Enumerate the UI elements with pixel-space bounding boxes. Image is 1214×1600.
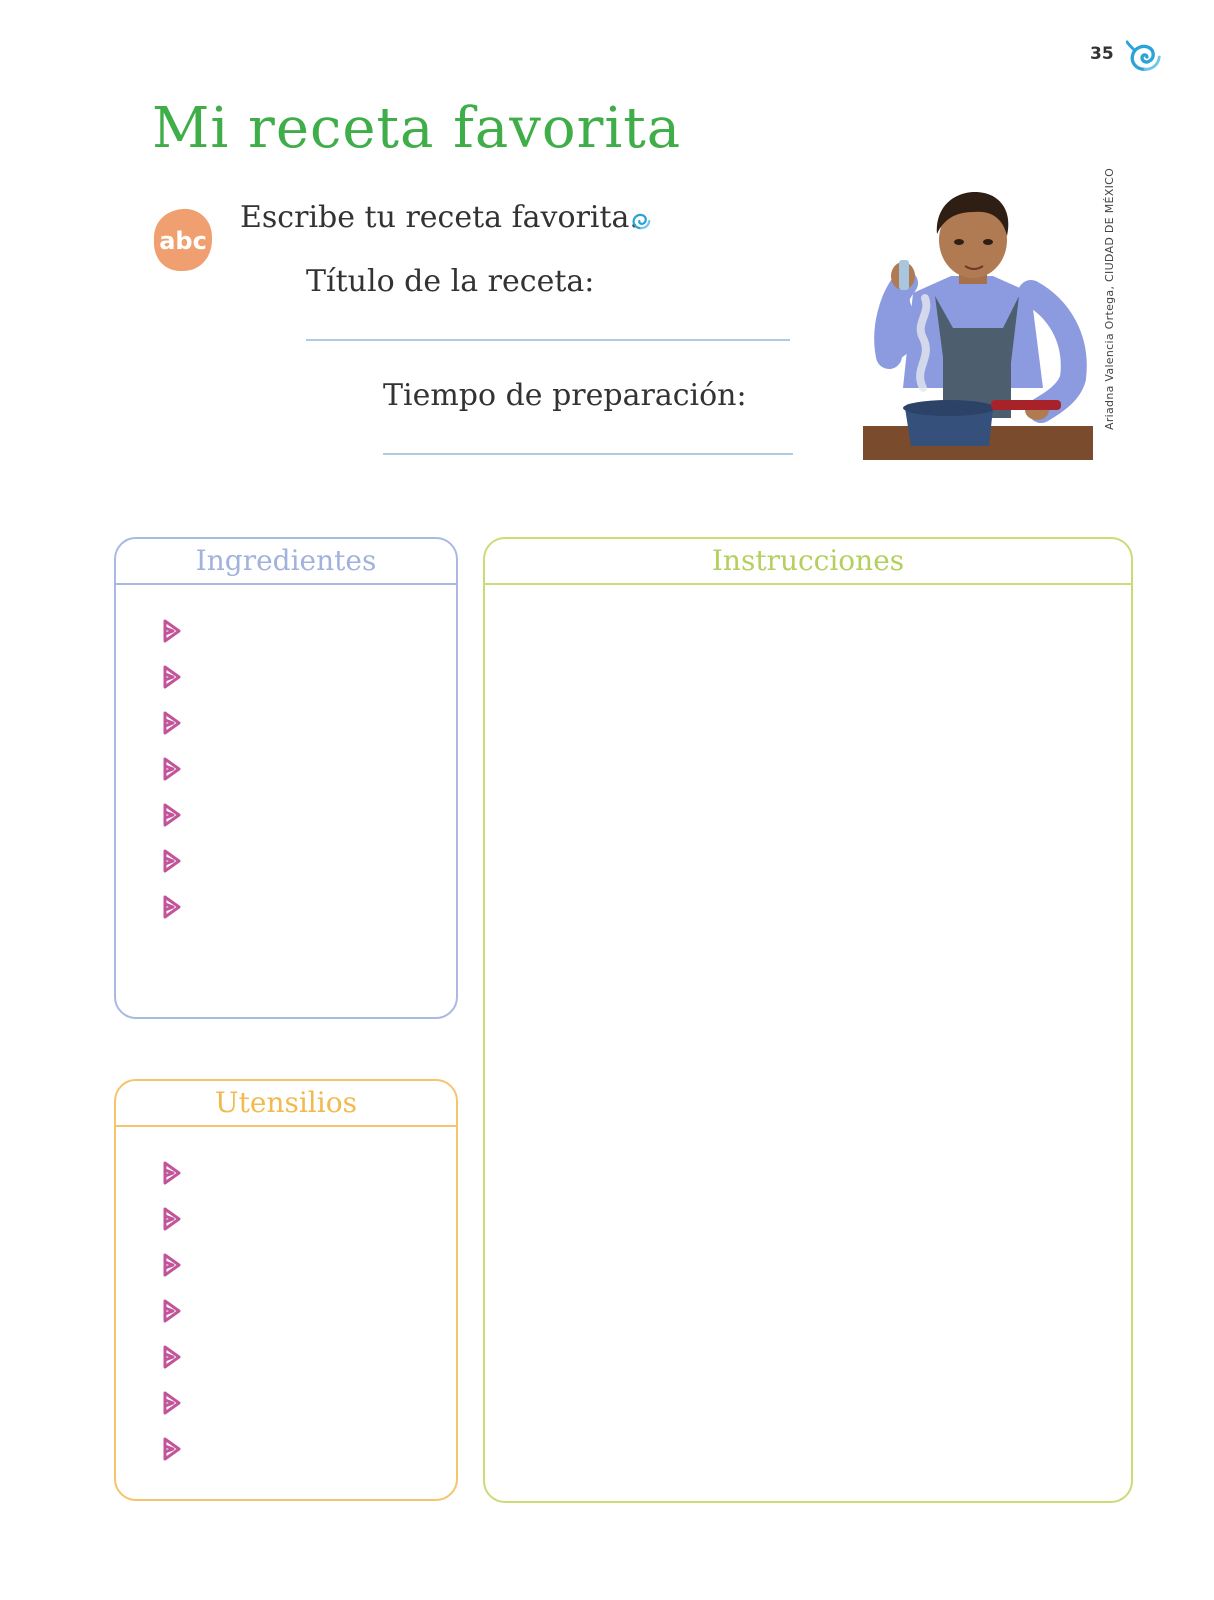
utensils-box [114, 1079, 458, 1501]
triangle-bullet-icon [162, 1391, 182, 1415]
triangle-bullet-icon [162, 849, 182, 873]
list-item[interactable] [162, 1391, 182, 1437]
prep-time-field[interactable] [383, 453, 793, 455]
triangle-bullet-icon [162, 1207, 182, 1231]
list-item[interactable] [162, 803, 182, 849]
cook-illustration [843, 188, 1101, 460]
triangle-bullet-icon [162, 757, 182, 781]
utensils-heading: Utensilios [116, 1081, 456, 1127]
list-item[interactable] [162, 1345, 182, 1391]
triangle-bullet-icon [162, 619, 182, 643]
list-item[interactable] [162, 895, 182, 941]
list-item[interactable] [162, 1437, 182, 1483]
page-title: Mi receta favorita [152, 96, 682, 161]
utensils-list [162, 1161, 182, 1483]
triangle-bullet-icon [162, 711, 182, 735]
prep-time-label: Tiempo de preparación: [383, 378, 747, 413]
instructions-box[interactable] [483, 537, 1133, 1503]
list-item[interactable] [162, 1299, 182, 1345]
ingredients-list [162, 619, 182, 941]
triangle-bullet-icon [162, 895, 182, 919]
triangle-bullet-icon [162, 1299, 182, 1323]
list-item[interactable] [162, 665, 182, 711]
instruction-text: Escribe tu receta favorita. [240, 200, 639, 235]
triangle-bullet-icon [162, 1161, 182, 1185]
svg-text:abc: abc [159, 227, 207, 255]
triangle-bullet-icon [162, 1345, 182, 1369]
triangle-bullet-icon [162, 1253, 182, 1277]
spiral-icon [1126, 38, 1164, 76]
ingredients-heading: Ingredientes [116, 539, 456, 585]
list-item[interactable] [162, 1207, 182, 1253]
triangle-bullet-icon [162, 665, 182, 689]
list-item[interactable] [162, 711, 182, 757]
small-spiral-icon [630, 210, 652, 232]
list-item[interactable] [162, 1253, 182, 1299]
ingredients-box [114, 537, 458, 1019]
triangle-bullet-icon [162, 803, 182, 827]
list-item[interactable] [162, 619, 182, 665]
list-item[interactable] [162, 849, 182, 895]
instructions-heading: Instrucciones [485, 539, 1131, 585]
abc-icon [152, 207, 214, 273]
list-item[interactable] [162, 1161, 182, 1207]
recipe-title-field[interactable] [306, 339, 790, 341]
list-item[interactable] [162, 757, 182, 803]
illustration-credit: Ariadna Valencia Ortega, CIUDAD DE MÉXICO [1103, 167, 1116, 430]
recipe-title-label: Título de la receta: [306, 264, 595, 299]
triangle-bullet-icon [162, 1437, 182, 1461]
page-number: 35 [1090, 44, 1114, 64]
